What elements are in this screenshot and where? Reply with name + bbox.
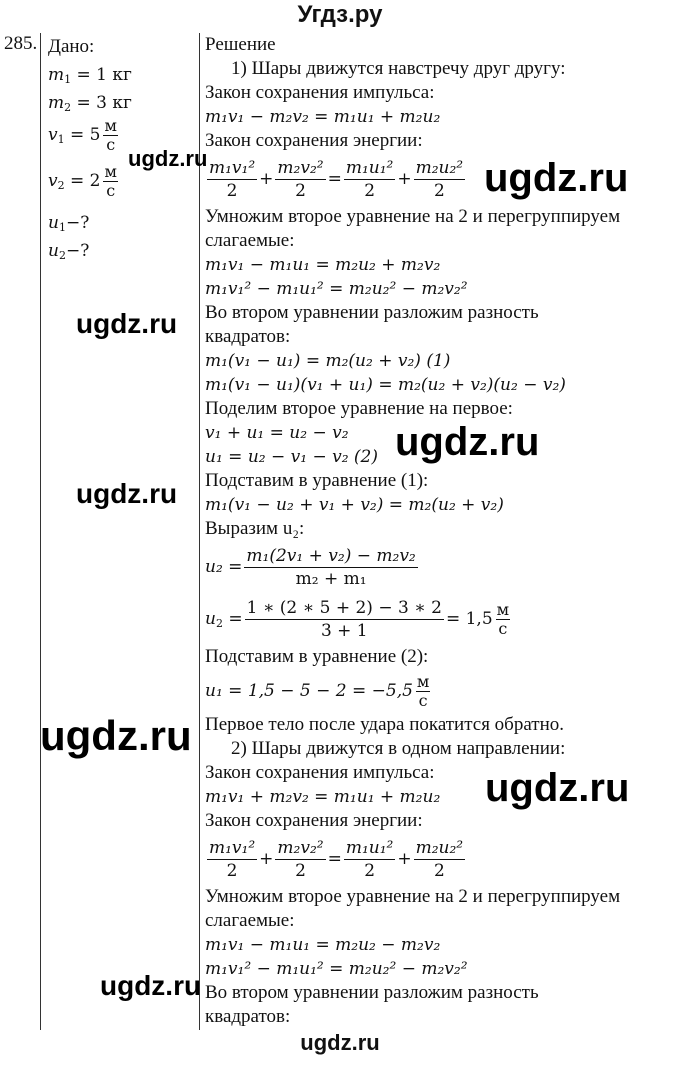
divide-text: Поделим второе уравнение на первое: <box>205 398 513 419</box>
energy-label: Закон сохранения энергии: <box>205 130 423 151</box>
watermark: ugdz.ru <box>484 156 629 200</box>
factor-text-4: квадратов: <box>205 1006 291 1027</box>
given-v2: $v_2 = 2$ м с <box>48 162 117 200</box>
given-u2: $u_2-$? <box>48 241 90 262</box>
momentum-equation-2: m₁v₁ + m₂v₂ = m₁u₁ + m₂u₂ <box>205 787 441 807</box>
momentum-equation-1: m₁v₁ − m₂v₂ = m₁u₁ + m₂u₂ <box>205 107 441 127</box>
equation-1b: m₁(v₁ − u₁)(v₁ + u₁) = m₂(u₂ + v₂)(u₂ − v₂) <box>205 375 566 395</box>
solution-heading: Решение <box>205 34 276 55</box>
problem-number: 285. <box>4 33 38 54</box>
multiply-text-1: Умножим второе уравнение на 2 и перегруппируем <box>205 206 621 227</box>
u2-formula: u₂ = $\frac{\text{m₁(2v₁ + v₂) − m₂v₂}}{\text{m₂ + m₁}}$ <box>205 545 416 589</box>
multiply-text-3: Умножим второе уравнение на 2 и перегруппируем <box>205 886 621 907</box>
watermark: ugdz.ru <box>395 420 540 464</box>
multiply-text-4: слагаемые: <box>205 910 295 931</box>
watermark: ugdz.ru <box>128 146 208 171</box>
u2-calculation: $u_2$ = $\frac{1 ∗ (2 ∗ 5 + 2) - 3 ∗ 2}{3 + 1}$ = 1,5 м с <box>205 597 510 641</box>
given-u1: $u_1-$? <box>48 213 90 234</box>
given-v1: $v_1 = 5$ м с <box>48 116 117 154</box>
regroup-equation-2a: m₁v₁ − m₁u₁ = m₂u₂ − m₂v₂ <box>205 935 441 955</box>
energy-equation-2: $\frac{\text{m₁v₁²}}{2}$ + $\frac{\text{m₂v₂²}}{2}$ = $\frac{\text{m₁u₁²}}{2}$ + $\frac{\text{m₂u₂²}}{2}$ <box>209 837 464 881</box>
watermark: ugdz.ru <box>76 478 178 509</box>
substituted-equation: m₁(v₁ − u₂ + v₁ + v₂) = m₂(u₂ + v₂) <box>205 495 504 515</box>
footer-watermark: ugdz.ru <box>300 1030 380 1055</box>
factor-text-1: Во втором уравнении разложим разность <box>205 302 539 323</box>
u1-calculation: u₁ = 1,5 − 5 − 2 = −5,5 м с <box>205 671 430 710</box>
given-section <box>48 33 132 265</box>
given-m1: $m_1 = 1$ кг <box>48 65 132 86</box>
regroup-equation-2b: m₁v₁² − m₁u₁² = m₂u₂² − m₂v₂² <box>205 959 468 979</box>
substitute-2-text: Подставим в уравнение (2): <box>205 646 429 667</box>
column-divider-left <box>40 33 41 1030</box>
watermark: ugdz.ru <box>100 970 202 1001</box>
energy-label-2: Закон сохранения энергии: <box>205 810 423 831</box>
equation-1: m₁(v₁ − u₁) = m₂(u₂ + v₂) (1) <box>205 351 451 371</box>
regroup-equation-1a: m₁v₁ − m₁u₁ = m₂u₂ + m₂v₂ <box>205 255 441 275</box>
regroup-equation-1b: m₁v₁² − m₁u₁² = m₂u₂² − m₂v₂² <box>205 279 468 299</box>
substitute-1-text: Подставим в уравнение (1): <box>205 470 429 491</box>
given-label: Дано: <box>48 36 95 57</box>
divided-equation: v₁ + u₁ = u₂ − v₂ <box>205 423 349 443</box>
factor-text-3: Во втором уравнении разложим разность <box>205 982 539 1003</box>
watermark: ugdz.ru <box>485 766 630 810</box>
energy-equation-1: $\frac{\text{m₁v₁²}}{2}$ + $\frac{\text{m₂v₂²}}{2}$ = $\frac{\text{m₁u₁²}}{2}$ + $\frac{\text{m₂u₂²}}{2}$ <box>209 157 464 201</box>
case2-title: 2) Шары движутся в одном направлении: <box>231 738 566 759</box>
watermark: ugdz.ru <box>40 712 192 759</box>
site-title: Угдз.ру <box>297 1 383 28</box>
multiply-text-2: слагаемые: <box>205 230 295 251</box>
column-divider-right <box>199 33 200 1030</box>
case1-title: 1) Шары движутся навстречу друг другу: <box>231 58 566 79</box>
express-text: Выразим u₂: <box>205 518 305 539</box>
momentum-label: Закон сохранения импульса: <box>205 82 435 103</box>
conclusion-1: Первое тело после удара покатится обратно. <box>205 714 565 735</box>
watermark: ugdz.ru <box>76 308 178 339</box>
factor-text-2: квадратов: <box>205 326 291 347</box>
given-m2: $m_2 = 3$ кг <box>48 93 132 114</box>
equation-2: u₁ = u₂ − v₁ − v₂ (2) <box>205 447 379 467</box>
momentum-label-2: Закон сохранения импульса: <box>205 762 435 783</box>
